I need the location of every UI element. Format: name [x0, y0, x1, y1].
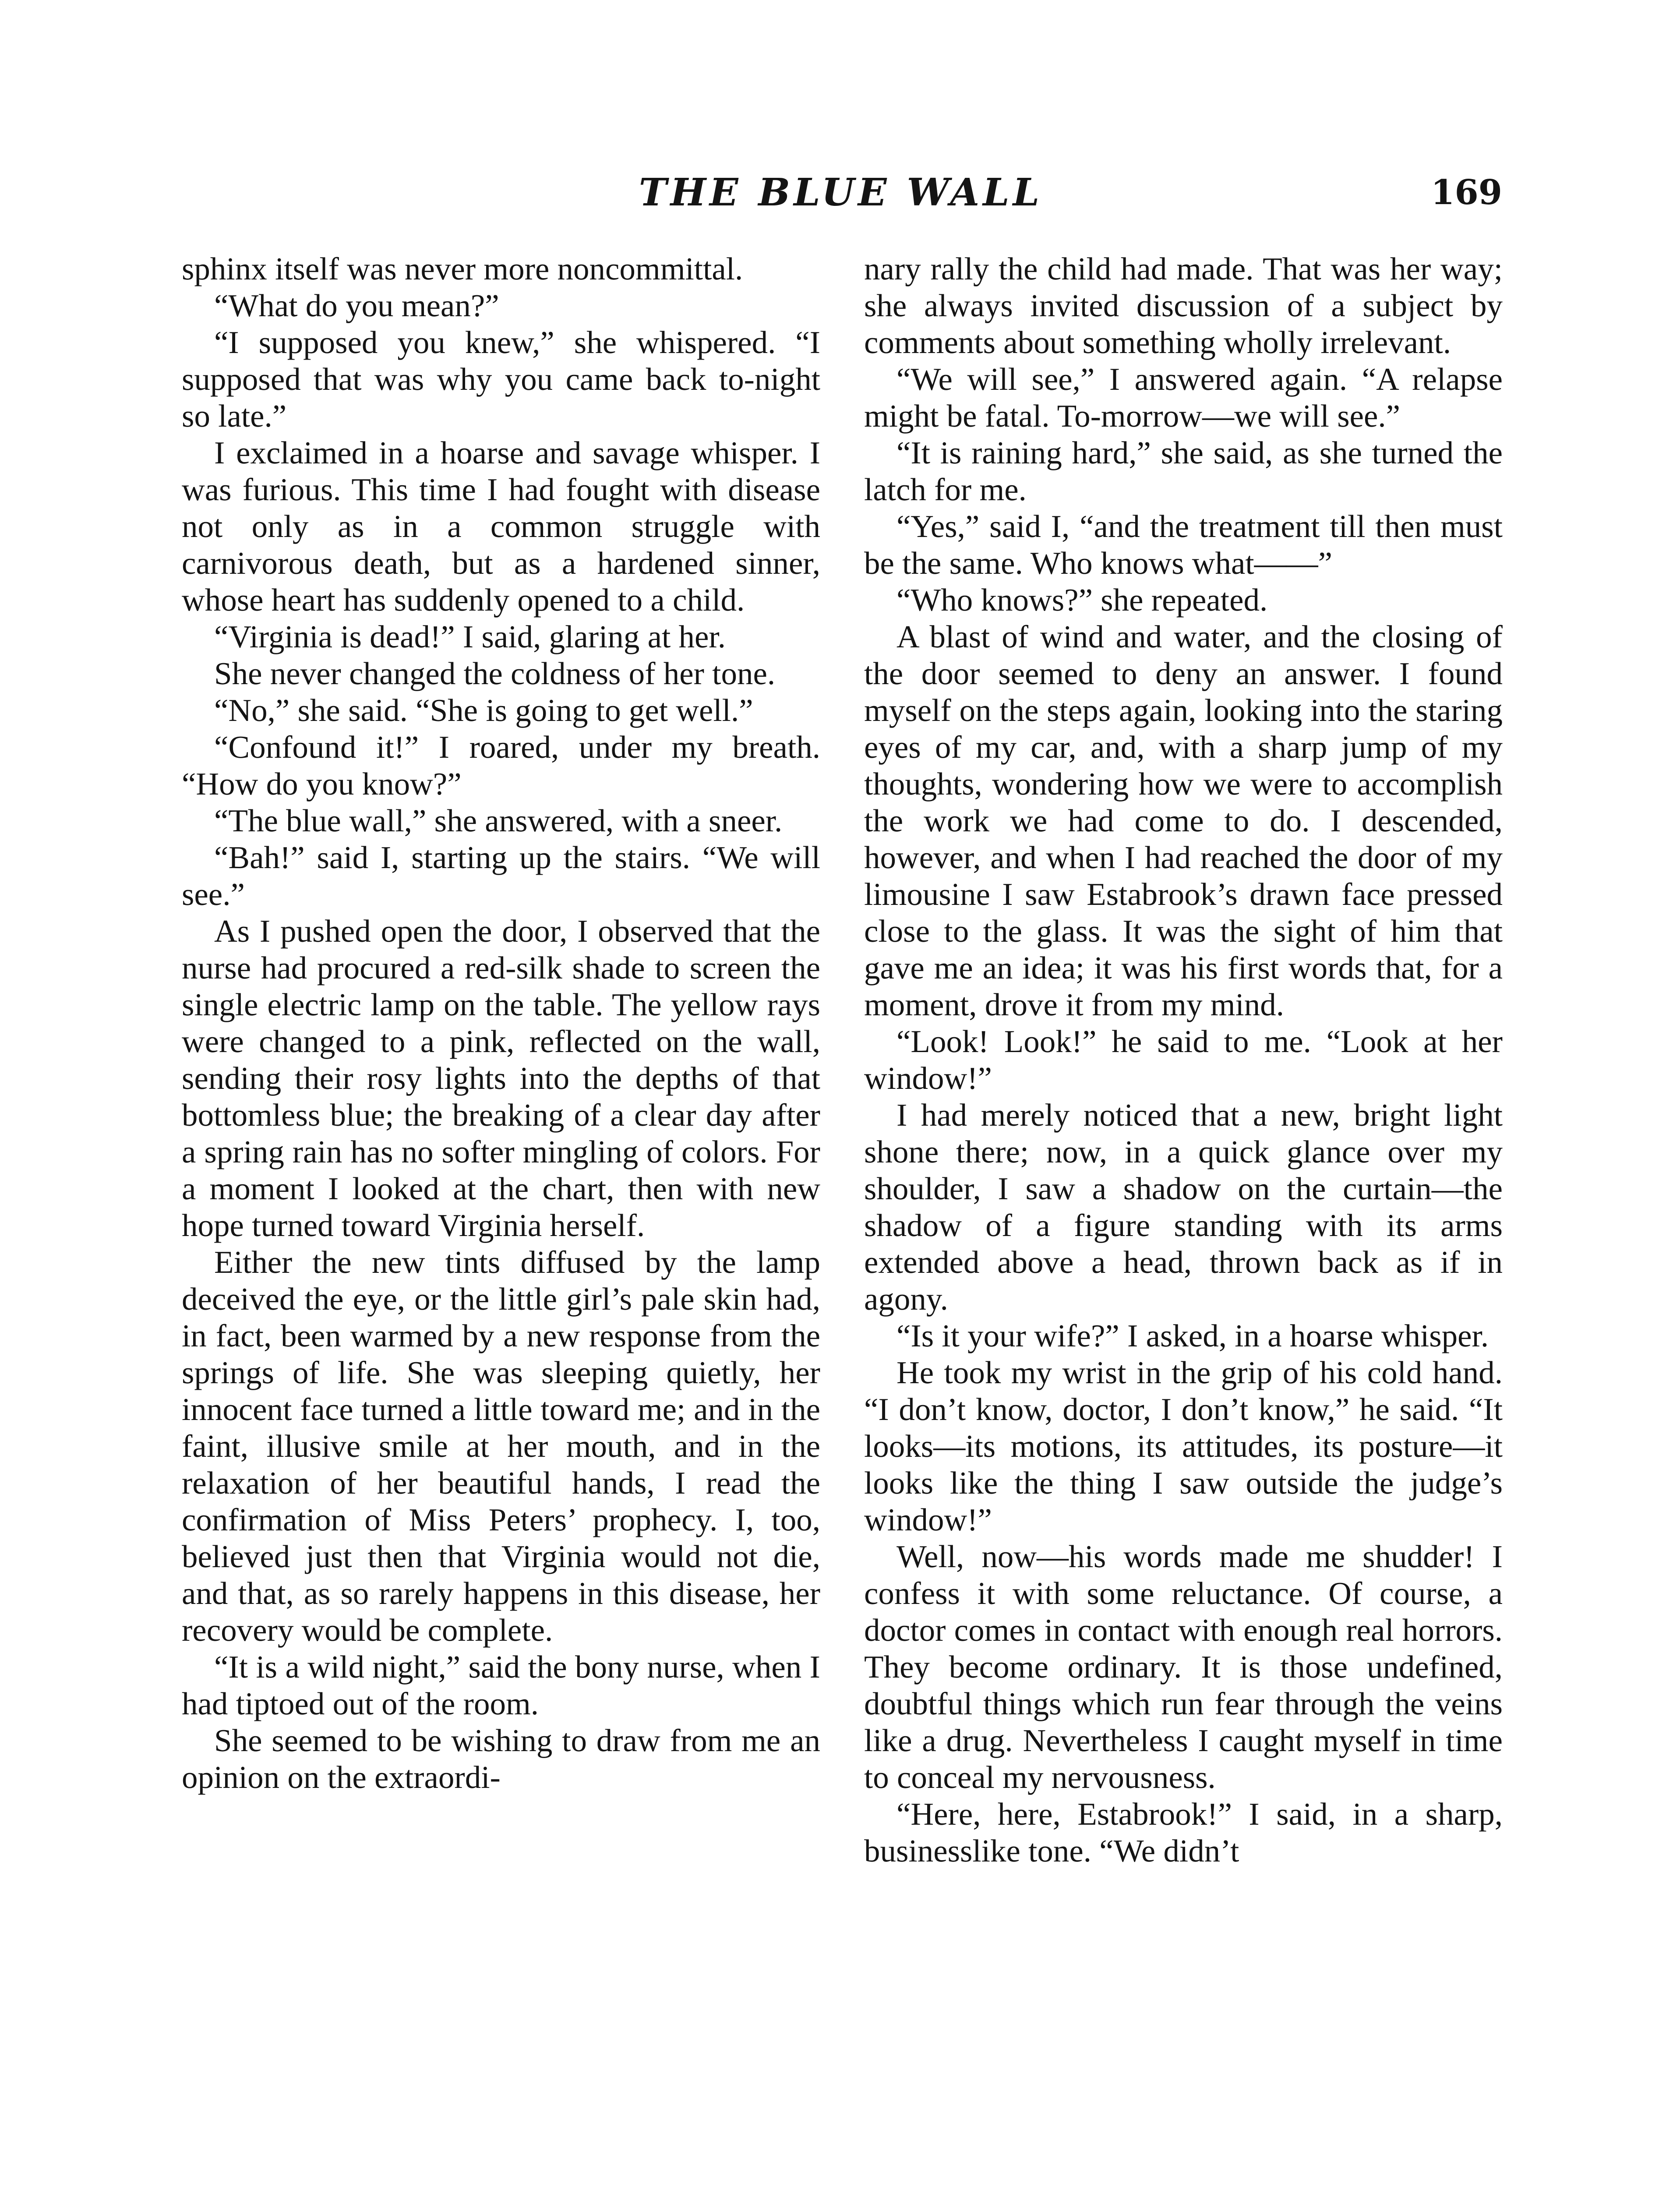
- paragraph: “Yes,” said I, “and the treatment till then must be the same. Who knows what——”: [864, 509, 1503, 581]
- paragraph: “Bah!” said I, starting up the stairs. “We will see.”: [182, 840, 820, 912]
- paragraph: “I supposed you knew,” she whispered. “I supposed that was why you came back to-night so late.”: [182, 325, 820, 434]
- paragraph: Either the new tints diffused by the lamp deceived the eye, or the little girl’s pale skin had, in fact, been warmed by a new response from the springs of life. She was sleeping quietly, her innocent face turned a little toward me; and in the faint, illusive smile at her mouth, and in the relaxation of her beautiful hands, I read the confirmation of Miss Peters’ prophecy. I, too, believed just then that Virginia would not die, and that, as so rarely happens in this disease, her recovery would be complete.: [182, 1244, 820, 1648]
- paragraph: “It is a wild night,” said the bony nurse, when I had tiptoed out of the room.: [182, 1649, 820, 1721]
- paragraph: “Look! Look!” he said to me. “Look at her window!”: [864, 1024, 1503, 1096]
- running-title: THE BLUE WALL: [639, 170, 1043, 215]
- paragraph: “Is it your wife?” I asked, in a hoarse whisper.: [896, 1318, 1489, 1353]
- left-column: [182, 251, 820, 1796]
- page-number: 169: [1431, 173, 1502, 212]
- paragraph: “Here, here, Estabrook!” I said, in a sharp, businesslike tone. “We didn’t: [864, 1796, 1503, 1869]
- paragraph: “No,” she said. “She is going to get well.”: [214, 692, 753, 728]
- paragraph: She never changed the coldness of her tone.: [214, 656, 776, 691]
- paragraph: “Confound it!” I roared, under my breath. “How do you know?”: [182, 729, 820, 802]
- paragraph: “Virginia is dead!” I said, glaring at her.: [214, 619, 726, 654]
- paragraph: She seemed to be wishing to draw from me an opinion on the extraordi-: [182, 1723, 820, 1795]
- page-header: [180, 166, 1502, 223]
- paragraph: I had merely noticed that a new, bright light shone there; now, in a quick glance over my shoulder, I saw a shadow on the curtain—the shadow of a figure standing with its arms extended above a head, thrown back as if in agony.: [864, 1097, 1503, 1317]
- paragraph: sphinx itself was never more noncommittal.: [182, 251, 743, 286]
- paragraph: He took my wrist in the grip of his cold hand. “I don’t know, doctor, I don’t know,” he said. “It looks—its motions, its attitudes, its posture—it looks like the thing I saw outside the judge’s window!”: [864, 1355, 1503, 1537]
- paragraph: I exclaimed in a hoarse and savage whisper. I was furious. This time I had fought with disease not only as in a common struggle with carnivorous death, but as a hardened sinner, whose heart has suddenly opened to a child.: [182, 435, 820, 618]
- paragraph: “It is raining hard,” she said, as she turned the latch for me.: [864, 435, 1503, 507]
- paragraph: Well, now—his words made me shudder! I confess it with some reluctance. Of course, a doctor comes in contact with enough real horrors. They become ordinary. It is those undefined, doubtful things which run fear through the veins like a drug. Nevertheless I caught myself in time to conceal my nervousness.: [864, 1539, 1503, 1795]
- paragraph: A blast of wind and water, and the closing of the door seemed to deny an answer. I found myself on the steps again, looking into the staring eyes of my car, and, with a sharp jump of my thoughts, wondering how we were to accomplish the work we had come to do. I descended, however, and when I had reached the door of my limousine I saw Estabrook’s drawn face pressed close to the glass. It was the sight of him that gave me an idea; it was his first words that, for a moment, drove it from my mind.: [864, 619, 1503, 1022]
- paragraph: “What do you mean?”: [214, 288, 499, 323]
- paragraph: As I pushed open the door, I observed that the nurse had procured a red-silk shade to screen the single electric lamp on the table. The yellow rays were changed to a pink, reflected on the wall, sending their rosy lights into the depths of that bottomless blue; the breaking of a clear day after a spring rain has no softer mingling of colors. For a moment I looked at the chart, then with new hope turned toward Virginia herself.: [182, 913, 820, 1243]
- paragraph: nary rally the child had made. That was her way; she always invited discussion of a subject by comments about something wholly irrelevant.: [864, 251, 1503, 360]
- paragraph: “We will see,” I answered again. “A relapse might be fatal. To-morrow—we will see.”: [864, 361, 1503, 434]
- paragraph: “The blue wall,” she answered, with a sneer.: [214, 803, 783, 838]
- right-column: [864, 251, 1503, 1869]
- paragraph: “Who knows?” she repeated.: [896, 582, 1268, 618]
